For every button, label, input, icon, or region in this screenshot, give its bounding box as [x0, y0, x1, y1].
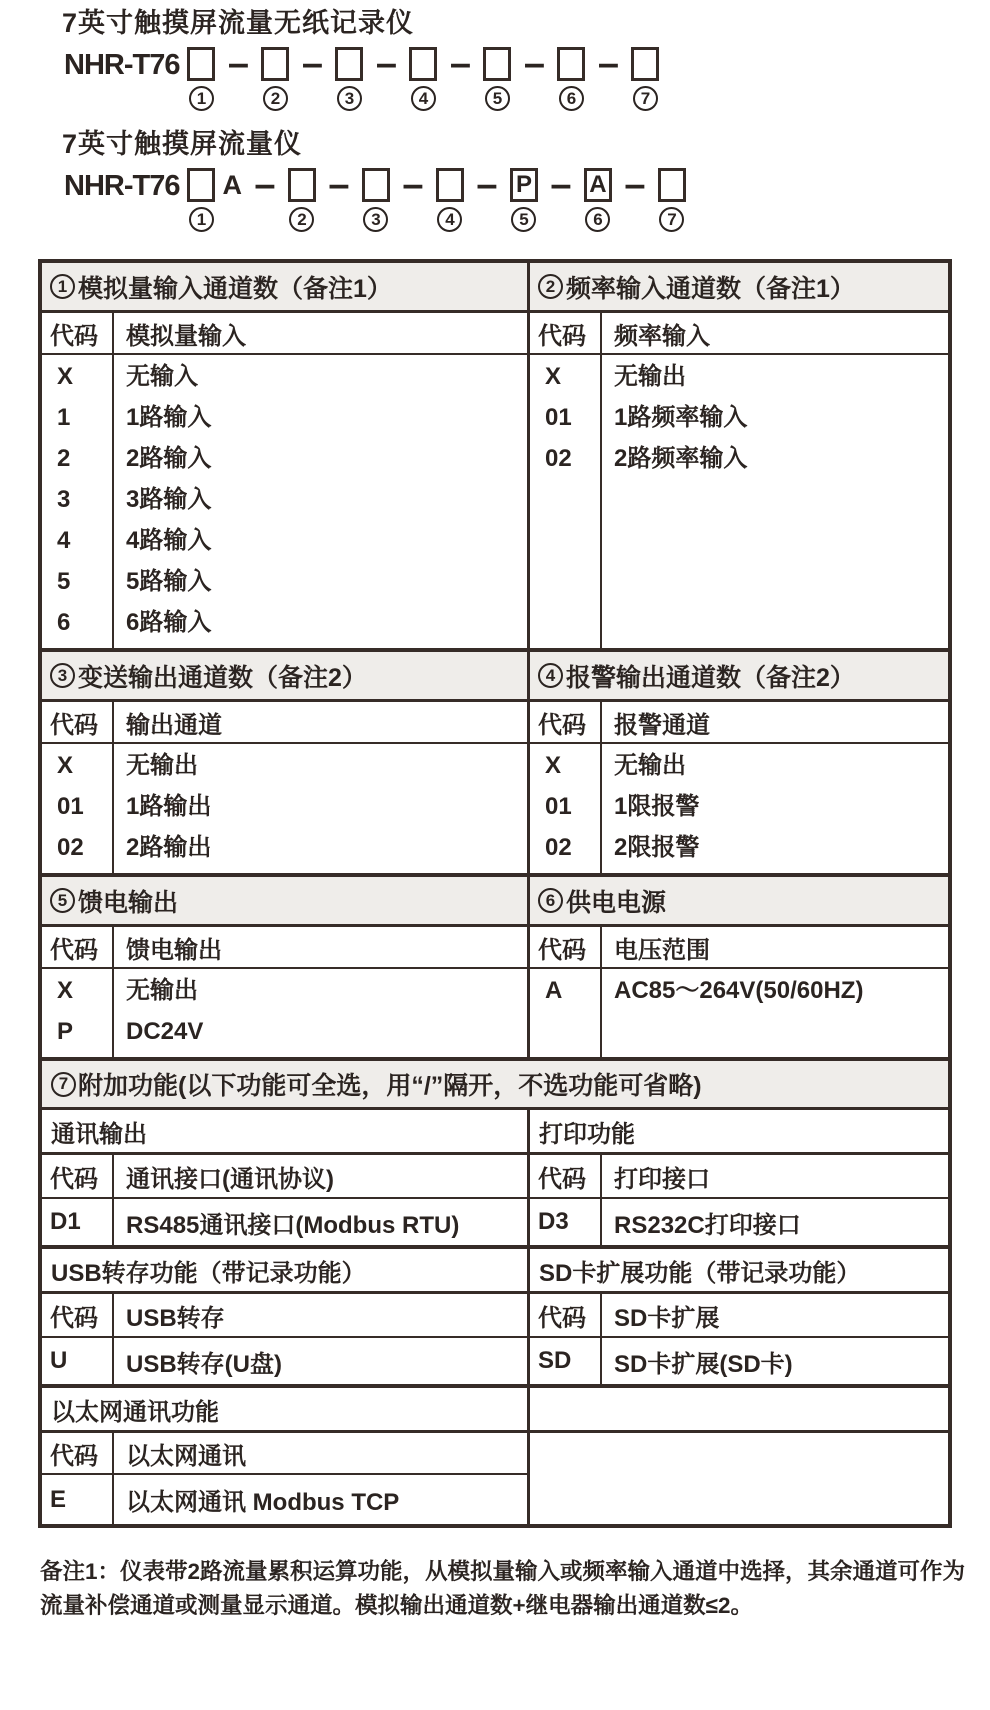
section-4-body	[530, 744, 948, 873]
dash: –	[301, 47, 324, 81]
desc-column-header: 通讯接口(通讯协议)	[126, 1165, 334, 1193]
desc-cell: 2路输出	[126, 834, 212, 861]
comm-data-row	[42, 1199, 530, 1245]
product1-title: 7英寸触摸屏流量无纸记录仪	[62, 8, 415, 38]
model2-slot-6	[584, 168, 612, 232]
section-5-circle: 5	[50, 888, 75, 913]
code-column	[42, 355, 114, 648]
desc-cell: 以太网通讯 Modbus TCP	[126, 1489, 400, 1516]
desc-cell: AC85～264V(50/60HZ)	[614, 977, 864, 1004]
section-4-circle: 4	[538, 663, 563, 688]
desc-column-header: 打印接口	[614, 1165, 710, 1193]
desc-cell: DC24V	[126, 1018, 204, 1045]
section-6-header	[530, 877, 948, 927]
desc-cell: 1路输入	[126, 404, 212, 431]
desc-cell: RS485通讯接口(Modbus RTU)	[126, 1211, 460, 1239]
code-cell: D1	[42, 1199, 114, 1245]
code-column-header: 代码	[42, 1155, 114, 1197]
section-6-body	[530, 969, 948, 1057]
empty-cell	[530, 1388, 948, 1430]
desc-cell: 无输出	[126, 977, 198, 1004]
section-2-circle: 2	[538, 274, 563, 299]
section-5-body	[42, 969, 527, 1057]
code-column-header: 代码	[42, 313, 114, 353]
print-data-row	[530, 1199, 948, 1245]
code-column	[530, 355, 602, 648]
code-cell: P	[57, 1018, 74, 1045]
row-comm-print-data	[42, 1197, 948, 1245]
desc-cell: 无输入	[126, 363, 198, 390]
empty-cell	[530, 1433, 948, 1524]
footnotes	[40, 1555, 966, 1623]
section-2-body	[530, 355, 948, 648]
desc-column-header: 输出通道	[126, 711, 222, 739]
code-cell: X	[57, 363, 74, 390]
code-cell: 4	[57, 527, 71, 554]
row-comm-print-codeheaders	[42, 1152, 948, 1197]
code-cell: 02	[57, 834, 84, 861]
sd-codehead	[530, 1294, 948, 1336]
model1-slot-1	[187, 47, 215, 111]
row-ethernet-block	[42, 1430, 948, 1524]
dash: –	[254, 168, 276, 202]
dash: –	[449, 47, 472, 81]
desc-cell: SD卡扩展(SD卡)	[614, 1350, 793, 1378]
section-5-title: 馈电输出	[78, 888, 179, 917]
code-cell: A	[545, 977, 563, 1004]
dash: –	[375, 47, 398, 81]
code-cell: D3	[530, 1199, 602, 1245]
ethernet-data-row	[42, 1475, 527, 1524]
desc-column-header: 以太网通讯	[126, 1442, 246, 1470]
section-2-title: 频率输入通道数（备注1）	[566, 274, 855, 303]
code-column-header: 代码	[530, 313, 602, 353]
code-cell: SD	[530, 1338, 602, 1384]
desc-column	[602, 744, 948, 873]
desc-column-header: 模拟量输入	[126, 322, 246, 350]
code-cell: 01	[545, 793, 572, 820]
section-1-column-headers	[42, 313, 527, 355]
code-cell: X	[57, 977, 74, 1004]
code-column-header: 代码	[42, 927, 114, 967]
desc-cell: RS232C打印接口	[614, 1211, 801, 1239]
dash: –	[523, 47, 546, 81]
usb-codehead	[42, 1294, 530, 1336]
desc-cell: 2路频率输入	[614, 445, 748, 472]
section-3-transmit-output	[42, 652, 530, 873]
position-6-circle: 6	[585, 207, 610, 232]
code-cell: 6	[57, 609, 71, 636]
section-7-circle: 7	[51, 1072, 76, 1097]
dash: –	[597, 47, 620, 81]
code-box	[436, 168, 464, 202]
section-6-power-supply	[530, 877, 948, 1057]
position-2-circle: 2	[263, 86, 288, 111]
section-4-title: 报警输出通道数（备注2）	[566, 663, 855, 692]
footnote-line-1: 备注1：仪表带2路流量累积运算功能，从模拟量输入或频率输入通道中选择，其余通道可作为	[40, 1559, 966, 1584]
desc-cell: 1路频率输入	[614, 404, 748, 431]
ethernet-codehead	[42, 1433, 527, 1475]
desc-column-header: SD卡扩展	[614, 1304, 720, 1332]
section-7-header	[42, 1057, 948, 1110]
code-box	[187, 168, 215, 202]
code-column	[42, 969, 114, 1057]
desc-column-header: 馈电输出	[126, 936, 222, 964]
model1-slot-4	[409, 47, 437, 111]
code-column-header: 代码	[42, 1433, 114, 1473]
section-6-column-headers	[530, 927, 948, 969]
section-3-title: 变送输出通道数（备注2）	[78, 663, 367, 692]
code-box-A: A	[584, 168, 612, 202]
code-cell: E	[42, 1475, 114, 1524]
section-3-body	[42, 744, 527, 873]
position-6-circle: 6	[559, 86, 584, 111]
code-box	[631, 47, 659, 81]
desc-column	[602, 969, 948, 1057]
band-section-1-2	[42, 263, 948, 648]
desc-cell: 无输出	[614, 363, 686, 390]
usb-function-subheader: USB转存功能（带记录功能）	[42, 1249, 530, 1291]
section-3-column-headers	[42, 702, 527, 744]
model1-slot-7	[631, 47, 659, 111]
fixed-code-A: A	[222, 169, 242, 200]
section-5-feed-output	[42, 877, 530, 1057]
position-3-circle: 3	[337, 86, 362, 111]
code-box-P: P	[510, 168, 538, 202]
comm-output-subheader: 通讯输出	[42, 1110, 530, 1152]
code-cell: 02	[545, 834, 572, 861]
code-box	[288, 168, 316, 202]
dash: –	[227, 47, 250, 81]
dash: –	[402, 168, 424, 202]
position-2-circle: 2	[289, 207, 314, 232]
desc-cell: 2路输入	[126, 445, 212, 472]
desc-column-header: 电压范围	[614, 936, 710, 964]
desc-cell: 无输出	[614, 752, 686, 779]
desc-column	[114, 355, 527, 648]
desc-column-header: USB转存	[126, 1304, 225, 1332]
code-box	[483, 47, 511, 81]
dash: –	[328, 168, 350, 202]
desc-cell: 无输出	[126, 752, 198, 779]
row-usb-sd-headers	[42, 1245, 948, 1291]
position-4-circle: 4	[411, 86, 436, 111]
code-cell: 1	[57, 404, 71, 431]
row-comm-print-headers	[42, 1110, 948, 1152]
comm-codehead	[42, 1155, 530, 1197]
desc-cell: 1限报警	[614, 793, 700, 820]
section-4-alarm-output	[530, 652, 948, 873]
row-ethernet-header	[42, 1384, 948, 1430]
usb-data-row	[42, 1338, 530, 1384]
desc-cell: 4路输入	[126, 527, 212, 554]
code-cell: 5	[57, 568, 71, 595]
product2-title: 7英寸触摸屏流量仪	[62, 129, 303, 159]
position-3-circle: 3	[363, 207, 388, 232]
model2-slot-4	[436, 168, 464, 232]
section-2-header	[530, 263, 948, 313]
ethernet-subtable	[42, 1433, 530, 1524]
desc-cell: 3路输入	[126, 486, 212, 513]
model2-slot-7	[658, 168, 686, 232]
code-cell: X	[57, 752, 74, 779]
model1-slot-5	[483, 47, 511, 111]
print-function-subheader: 打印功能	[539, 1120, 635, 1148]
code-column-header: 代码	[42, 702, 114, 742]
code-cell: X	[545, 752, 562, 779]
code-box	[187, 47, 215, 81]
position-1-circle: 1	[189, 86, 214, 111]
section-3-circle: 3	[50, 663, 75, 688]
code-cell: 3	[57, 486, 71, 513]
code-cell: 02	[545, 445, 572, 472]
code-column	[42, 744, 114, 873]
dash: –	[624, 168, 646, 202]
position-1-circle: 1	[189, 207, 214, 232]
product2-model-row	[64, 168, 990, 232]
section-5-header	[42, 877, 527, 927]
desc-cell: 6路输入	[126, 609, 212, 636]
sd-function-subheader: SD卡扩展功能（带记录功能）	[539, 1259, 861, 1287]
code-box	[335, 47, 363, 81]
model1-slot-6	[557, 47, 585, 111]
code-column-header: 代码	[530, 927, 602, 967]
section-4-column-headers	[530, 702, 948, 744]
desc-column-header: 频率输入	[614, 322, 710, 350]
desc-cell: 2限报警	[614, 834, 700, 861]
section-1-analog-input	[42, 263, 530, 648]
code-cell: 01	[57, 793, 84, 820]
code-column	[530, 744, 602, 873]
section-2-column-headers	[530, 313, 948, 355]
desc-column	[114, 744, 527, 873]
model1-prefix: NHR-T76	[64, 49, 180, 81]
section-1-title: 模拟量输入通道数（备注1）	[78, 274, 392, 303]
desc-cell: USB转存(U盘)	[126, 1350, 282, 1378]
code-cell: X	[545, 363, 562, 390]
model2-slot-2	[288, 168, 316, 232]
model1-slot-2	[261, 47, 289, 111]
position-7-circle: 7	[659, 207, 684, 232]
band-section-3-4	[42, 648, 948, 873]
dash: –	[476, 168, 498, 202]
row-usb-sd-codeheaders	[42, 1291, 948, 1336]
dash: –	[550, 168, 572, 202]
sd-data-row	[530, 1338, 948, 1384]
model2-slot-5	[510, 168, 538, 232]
position-5-circle: 5	[511, 207, 536, 232]
section-4-header	[530, 652, 948, 702]
code-box	[658, 168, 686, 202]
product1-model-row	[64, 47, 990, 111]
model2-slot-3	[362, 168, 390, 232]
desc-cell: 5路输入	[126, 568, 212, 595]
print-codehead	[530, 1155, 948, 1197]
desc-column	[114, 969, 527, 1057]
section-1-header	[42, 263, 527, 313]
code-cell: 01	[545, 404, 572, 431]
section-5-column-headers	[42, 927, 527, 969]
code-column-header: 代码	[42, 1294, 114, 1336]
footnote-line-2: 流量补偿通道或测量显示通道。模拟输出通道数+继电器输出通道数≤2。	[40, 1593, 754, 1618]
section-2-frequency-input	[530, 263, 948, 648]
section-6-title: 供电电源	[566, 888, 667, 917]
desc-cell: 1路输出	[126, 793, 212, 820]
desc-column	[602, 355, 948, 648]
code-box	[362, 168, 390, 202]
section-1-circle: 1	[50, 274, 75, 299]
position-7-circle: 7	[633, 86, 658, 111]
code-cell: 2	[57, 445, 71, 472]
code-column	[530, 969, 602, 1057]
ethernet-function-subheader: 以太网通讯功能	[42, 1388, 530, 1430]
section-3-header	[42, 652, 527, 702]
code-column-header: 代码	[530, 1155, 602, 1197]
band-section-5-6	[42, 873, 948, 1057]
section-7-title: 附加功能(以下功能可全选，用“/”隔开，不选功能可省略)	[78, 1072, 702, 1100]
desc-column-header: 报警通道	[614, 711, 710, 739]
code-column-header: 代码	[530, 1294, 602, 1336]
ordering-table	[38, 259, 952, 1528]
code-column-header: 代码	[530, 702, 602, 742]
model1-slot-3	[335, 47, 363, 111]
code-cell: U	[42, 1338, 114, 1384]
code-box	[557, 47, 585, 81]
code-box	[409, 47, 437, 81]
model2-slot-1	[187, 168, 215, 232]
code-box	[261, 47, 289, 81]
position-4-circle: 4	[437, 207, 462, 232]
model2-prefix: NHR-T76	[64, 170, 180, 202]
section-1-body	[42, 355, 527, 648]
row-usb-sd-data	[42, 1336, 948, 1384]
section-6-circle: 6	[538, 888, 563, 913]
position-5-circle: 5	[485, 86, 510, 111]
